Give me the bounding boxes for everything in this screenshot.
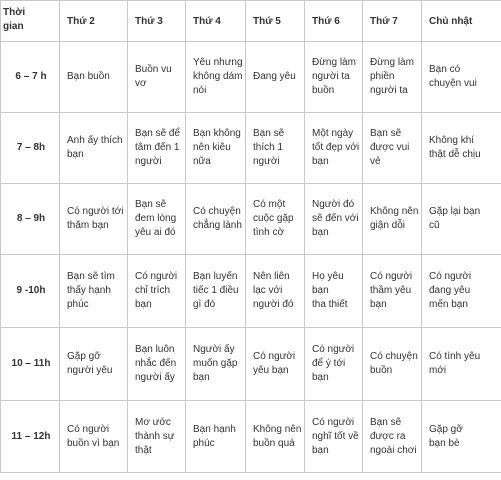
table-cell: Bạn buồn <box>60 42 128 113</box>
table-cell: Bạn sẽ thích 1 người <box>246 113 305 184</box>
header-day-tue: Thứ 3 <box>128 1 186 42</box>
table-cell: Đang yêu <box>246 42 305 113</box>
table-cell: Có người nghĩ tốt về bạn <box>305 401 363 473</box>
table-cell: Có người đang yêu mến bạn <box>422 255 501 328</box>
time-slot: 11 – 12h <box>1 401 60 473</box>
table-cell: Buồn vu vơ <box>128 42 186 113</box>
table-cell: Có người yêu bạn <box>246 328 305 401</box>
table-cell: Có một cuộc gặp tình cờ <box>246 184 305 255</box>
table-cell: Bạn luôn nhắc đến người ấy <box>128 328 186 401</box>
table-cell: Không nên buồn quá <box>246 401 305 473</box>
header-day-mon: Thứ 2 <box>60 1 128 42</box>
table-cell: Bạn sẽ đem lòng yêu ai đó <box>128 184 186 255</box>
table-cell: Nên liên lạc với người đó <box>246 255 305 328</box>
table-cell: Có chuyện chẳng lành <box>186 184 246 255</box>
table-cell: Bạn sẽ được ra ngoài chơi <box>363 401 422 473</box>
table-cell: Không khí thật dễ chịu <box>422 113 501 184</box>
table-row <box>1 113 501 184</box>
table-row <box>1 184 501 255</box>
header-day-sat: Thứ 7 <box>363 1 422 42</box>
table-cell: Yêu nhưng không dám nói <box>186 42 246 113</box>
table-cell: Có người để ý tới bạn <box>305 328 363 401</box>
table-cell: Bạn không nên kiêu nữa <box>186 113 246 184</box>
header-time: Thời gian <box>1 1 60 42</box>
table-row <box>1 42 501 113</box>
table-cell: Bạn sẽ được vui vẻ <box>363 113 422 184</box>
table-cell: Gặp lại bạn cũ <box>422 184 501 255</box>
table-cell: Bạn luyến tiếc 1 điều gì đó <box>186 255 246 328</box>
table-row <box>1 255 501 328</box>
header-row <box>1 1 501 42</box>
table-row <box>1 328 501 401</box>
table-cell: Người ấy muốn gặp bạn <box>186 328 246 401</box>
table-cell: Bạn sẽ để tâm đến 1 người <box>128 113 186 184</box>
header-day-wed: Thứ 4 <box>186 1 246 42</box>
table-cell: Một ngày tốt đẹp với bạn <box>305 113 363 184</box>
time-slot: 7 – 8h <box>1 113 60 184</box>
table-cell: Họ yêu bạn tha thiết <box>305 255 363 328</box>
time-slot: 9 -10h <box>1 255 60 328</box>
table-cell: Có chuyện buồn <box>363 328 422 401</box>
table-cell: Bạn có chuyện vui <box>422 42 501 113</box>
table-cell: Người đó sẽ đến với bạn <box>305 184 363 255</box>
table-cell: Có người buồn vì bạn <box>60 401 128 473</box>
time-slot: 8 – 9h <box>1 184 60 255</box>
table-cell: Gặp gỡ bạn bè <box>422 401 501 473</box>
header-day-thu: Thứ 5 <box>246 1 305 42</box>
table-cell: Có người thầm yêu bạn <box>363 255 422 328</box>
table-cell: Có người tới thăm bạn <box>60 184 128 255</box>
table-cell: Anh ấy thích bạn <box>60 113 128 184</box>
table-cell: Mơ ước thành sự thật <box>128 401 186 473</box>
table-cell: Đừng làm người ta buồn <box>305 42 363 113</box>
table-cell: Gặp gỡ người yêu <box>60 328 128 401</box>
table-cell: Không nên giận dỗi <box>363 184 422 255</box>
header-day-sun: Chủ nhật <box>422 1 501 42</box>
table-cell: Có tình yêu mới <box>422 328 501 401</box>
time-slot: 10 – 11h <box>1 328 60 401</box>
table-cell: Bạn sẽ tìm thấy hạnh phúc <box>60 255 128 328</box>
time-slot: 6 – 7 h <box>1 42 60 113</box>
table-cell: Bạn hạnh phúc <box>186 401 246 473</box>
header-day-fri: Thứ 6 <box>305 1 363 42</box>
table-cell: Có người chỉ trích bạn <box>128 255 186 328</box>
table-cell: Đừng làm phiền người ta <box>363 42 422 113</box>
table-row <box>1 401 501 473</box>
